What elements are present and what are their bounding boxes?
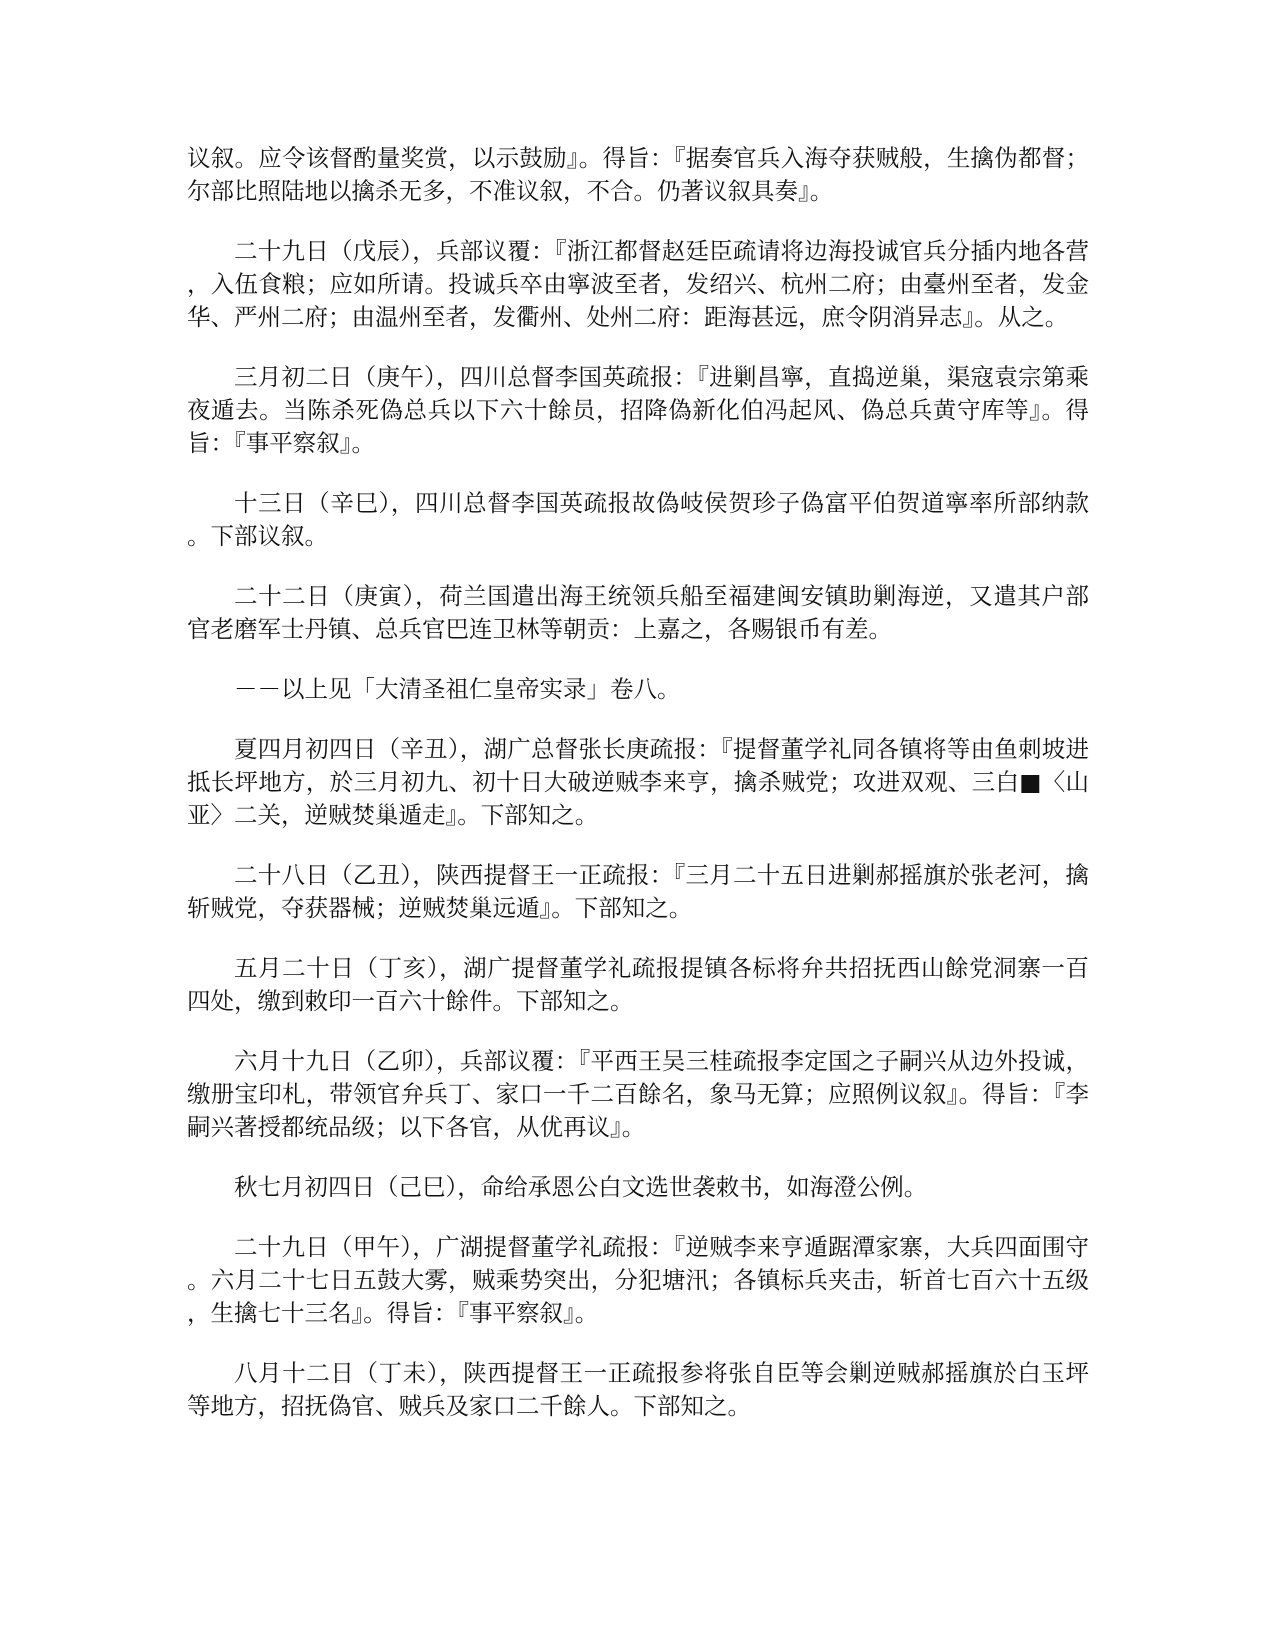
paragraph-entry: 二十九日（甲午），广湖提督董学礼疏报：『逆贼李来亨遁踞潭家寨，大兵四面围守。六月二十七日五鼓大雾，贼乘势突出，分犯塘汛；各镇标兵夹击，斩首七百六十五级，生擒七十三名』。得旨：『事平察叙』。 — [187, 1233, 1089, 1327]
paragraph-entry: 二十二日（庚寅），荷兰国遣出海王统领兵船至福建闽安镇助剿海逆，又遣其户部官老磨军士丹镇、总兵官巴连卫林等朝贡：上嘉之，各赐银币有差。 — [187, 582, 1089, 643]
paragraph-entry: 二十九日（戊辰），兵部议覆：『浙江都督赵廷臣疏请将边海投诚官兵分插内地各营，入伍食粮；应如所请。投诚兵卒由寧波至者，发绍兴、杭州二府；由臺州至者，发金华、严州二府；由温州至者，发衢州、处州二府：距海甚远，庶令阴消异志』。从之。 — [187, 237, 1089, 331]
paragraph-entry: 夏四月初四日（辛丑），湖广总督张长庚疏报：『提督董学礼同各镇将等由鱼刺坡进抵长坪地方，於三月初九、初十日大破逆贼李来亨，擒杀贼党；攻进双观、三白■〈山亚〉二关，逆贼焚巢遁走』。下部知之。 — [187, 735, 1089, 829]
source-citation: －－以上见「大清圣祖仁皇帝实录」卷八。 — [234, 675, 681, 703]
paragraph-entry: 二十八日（乙丑），陕西提督王一正疏报：『三月二十五日进剿郝摇旗於张老河，擒斩贼党，夺获器械；逆贼焚巢远遁』。下部知之。 — [187, 861, 1089, 922]
paragraph-entry: 六月十九日（乙卯），兵部议覆：『平西王吴三桂疏报李定国之子嗣兴从边外投诚，缴册宝印札，带领官弁兵丁、家口一千二百餘名，象马无算；应照例议叙』。得旨：『李嗣兴著授都统品级；以下各官，从优再议』。 — [187, 1047, 1089, 1141]
document-page — [187, 142, 1089, 1450]
paragraph-continuation: 议叙。应令该督酌量奖赏，以示鼓励』。得旨：『据奏官兵入海夺获贼般，生擒伪都督；尔部比照陆地以擒杀无多，不准议叙，不合。仍著议叙具奏』。 — [187, 144, 1089, 205]
paragraph-entry: 五月二十日（丁亥），湖广提督董学礼疏报提镇各标将弁共招抚西山餘党洞寨一百四处，缴到敕印一百六十餘件。下部知之。 — [187, 954, 1089, 1015]
paragraph-entry: 十三日（辛巳），四川总督李国英疏报故偽岐侯贺珍子偽富平伯贺道寧率所部纳款。下部议叙。 — [187, 489, 1089, 550]
paragraph-entry: 三月初二日（庚午），四川总督李国英疏报：『进剿昌寧，直捣逆巢，渠寇袁宗第乘夜遁去。当陈杀死偽总兵以下六十餘员，招降偽新化伯冯起风、偽总兵黄守库等』。得旨：『事平察叙』。 — [187, 363, 1089, 457]
paragraph-entry: 八月十二日（丁未），陕西提督王一正疏报参将张自臣等会剿逆贼郝摇旗於白玉坪等地方，招抚偽官、贼兵及家口二千餘人。下部知之。 — [187, 1359, 1089, 1420]
paragraph-entry: 秋七月初四日（己巳），命给承恩公白文选世袭敕书，如海澄公例。 — [234, 1173, 928, 1201]
